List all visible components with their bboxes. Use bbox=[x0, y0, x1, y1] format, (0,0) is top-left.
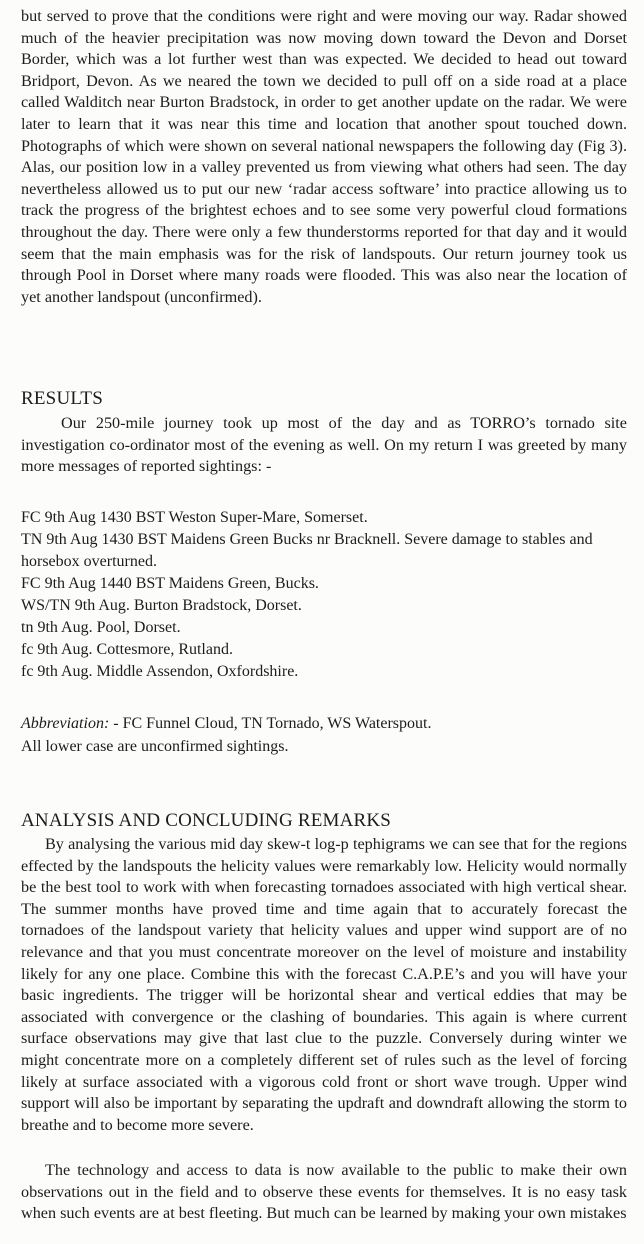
abbreviation-label: Abbreviation: bbox=[21, 715, 110, 732]
intro-paragraph: but served to prove that the conditions were right and were moving our way. Radar showed much of the heavier precipitation was now moving down toward the Devon and Dorset Border, which was a lot further west than was expected. We decided to head out toward Bridport, Devon. As we neared the town we decided to pull off on a side road at a place called Walditch near Burton Bradstock, in order to get another update on the radar. We were later to learn that it was near this time and location that another spout touched down. Photographs of which were shown on several national newspapers the following day (Fig 3). Alas, our position low in a valley prevented us from viewing what others had seen. The day nevertheless allowed us to put our new ‘radar access software’ into practice allowing us to track the progress of the brightest echoes and to see some very powerful cloud formations throughout the day. There were only a few thunderstorms reported for that day and it would seem that the main emphasis was for the risk of landspouts. Our return journey took us through Pool in Dorset where many roads were flooded. This was also near the location of yet another landspout (unconfirmed). bbox=[21, 7, 627, 306]
analysis-paragraph-2: The technology and access to data is now available to the public to make their own observations out in the field and to observe these events for themselves. It is no easy task when such events are at best fleeting. But much can be learned by making your own mistakes bbox=[21, 1161, 627, 1223]
sighting-item: FC 9th Aug 1440 BST Maidens Green, Bucks. bbox=[21, 575, 319, 592]
results-heading: RESULTS bbox=[21, 388, 104, 409]
abbreviation-note bbox=[21, 712, 631, 735]
abbreviation-text: - FC Funnel Cloud, TN Tornado, WS Waterspout. bbox=[109, 715, 432, 732]
sighting-item: tn 9th Aug. Pool, Dorset. bbox=[21, 619, 181, 636]
sighting-item: fc 9th Aug. Cottesmore, Rutland. bbox=[21, 641, 233, 658]
sighting-item: TN 9th Aug 1430 BST Maidens Green Bucks nr Bracknell. Severe damage to stables and horsebox overturned. bbox=[21, 531, 593, 570]
sighting-item: WS/TN 9th Aug. Burton Bradstock, Dorset. bbox=[21, 597, 302, 614]
sighting-item: fc 9th Aug. Middle Assendon, Oxfordshire. bbox=[21, 663, 299, 680]
results-paragraph: Our 250-mile journey took up most of the day and as TORRO’s tornado site investigation co-ordinator most of the evening as well. On my return I was greeted by many more messages of reported sightings: - bbox=[21, 414, 627, 476]
analysis-heading: ANALYSIS AND CONCLUDING REMARKS bbox=[21, 810, 392, 831]
sightings-list bbox=[21, 507, 631, 683]
analysis-paragraph-1: By analysing the various mid day skew-t log-p tephigrams we can see that for the regions effected by the landspouts the helicity values were remarkably low. Helicity would normally be the best tool to work with when forecasting tornadoes associated with high vertical shear. The summer months have proved time and time again that to accurately forecast the tornadoes of the landspout variety that helicity values and upper wind support are of no relevance and that you must concentrate moreover on the level of moisture and instability likely for any one place. Combine this with the forecast C.A.P.E’s and you will have your basic ingredients. The trigger will be horizontal shear and vertical eddies that may be associated with convergence or the clashing of boundaries. This again is where current surface observations may give that last clue to the puzzle. Conversely during winter we might concentrate more on a completely different set of rules such as the level of forcing likely at surface associated with a vigorous cold front or short wave trough. Upper wind support will also be important by separating the updraft and downdraft allowing the storm to breathe and to become more severe. bbox=[21, 835, 627, 1134]
sighting-item: FC 9th Aug 1430 BST Weston Super-Mare, Somerset. bbox=[21, 509, 368, 526]
lowercase-note: All lower case are unconfirmed sightings. bbox=[21, 738, 289, 755]
